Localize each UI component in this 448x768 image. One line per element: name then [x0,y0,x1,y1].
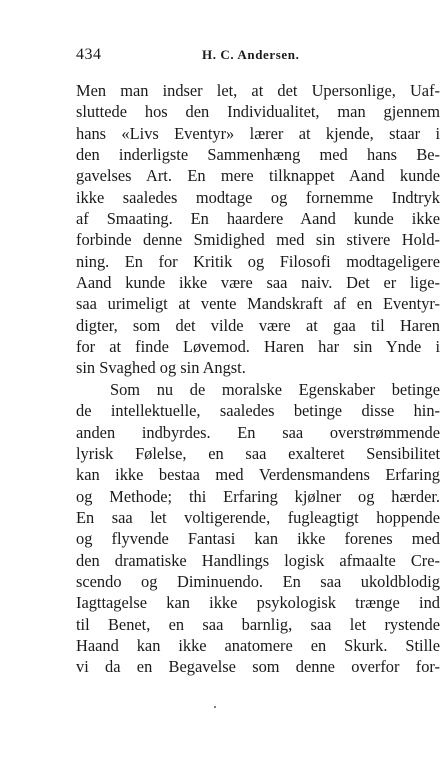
text-line: forbinde denne Smidighed med sin stivere Hold- [76,230,440,250]
text-line: ning. En for Kritik og Filosofi modtageligere [76,251,440,271]
text-line: digter, som det vilde være at gaa til Haren [76,315,440,335]
page-header [76,46,440,64]
text-line: gavelses Art. En mere tilknappet Aand kunde [76,166,440,186]
text-line: Haand kan ikke anatomere en Skurk. Stille [76,635,440,655]
body-text [76,80,440,678]
paragraph-2 [76,379,440,678]
text-line: Men man indser let, at det Upersonlige, Uaf- [76,81,440,100]
text-line: af Smaating. En haardere Aand kunde ikke [76,209,440,229]
running-head: H. C. Andersen. [202,47,300,62]
text-line: den dramatiske Handlings logisk afmaalte Cre- [76,550,440,570]
text-line: Som nu de moralske Egenskaber betinge [110,379,440,399]
text-line: saa urimeligt at vente Mandskraft af en Eventyr- [76,294,440,314]
text-line: Iagttagelse kan ikke psykologisk trænge ind [76,593,440,613]
text-line: En saa let voltigerende, fugleagtigt hoppende [76,507,440,527]
text-line: lyrisk Følelse, en saa exalteret Sensibilitet [76,443,440,463]
text-line: kan ikke bestaa med Verdensmandens Erfaring [76,465,440,485]
text-line: Aand kunde ikke være saa naiv. Det er lige- [76,273,440,293]
page-number: 434 [76,46,102,63]
text-line: og Methode; thi Erfaring kjølner og hærder. [76,486,440,506]
text-line: vi da en Begavelse som denne overfor for- [76,657,440,677]
text-line: for at finde Løvemod. Haren har sin Ynde i [76,337,440,357]
paragraph-1 [76,80,440,379]
text-line: den inderligste Sammenhæng med hans Be- [76,145,440,165]
text-line: hans «Livs Eventyr» lærer at kjende, staar i [76,123,440,143]
text-line: sluttede hos den Individualitet, man gjennem [76,102,440,122]
text-line: anden indbyrdes. En saa overstrømmende [76,422,440,442]
text-line: ikke saaledes modtage og fornemme Indtryk [76,187,440,207]
text-line: og flyvende Fantasi kan ikke forenes med [76,529,440,549]
text-line: scendo og Diminuendo. En saa ukoldblodig [76,571,440,591]
text-line: de intellektuelle, saaledes betinge disse hin- [76,401,440,421]
text-line: til Benet, en saa barnlig, saa let rystende [76,614,440,634]
ink-speck [214,706,216,708]
text-line: sin Svaghed og sin Angst. [76,358,246,378]
